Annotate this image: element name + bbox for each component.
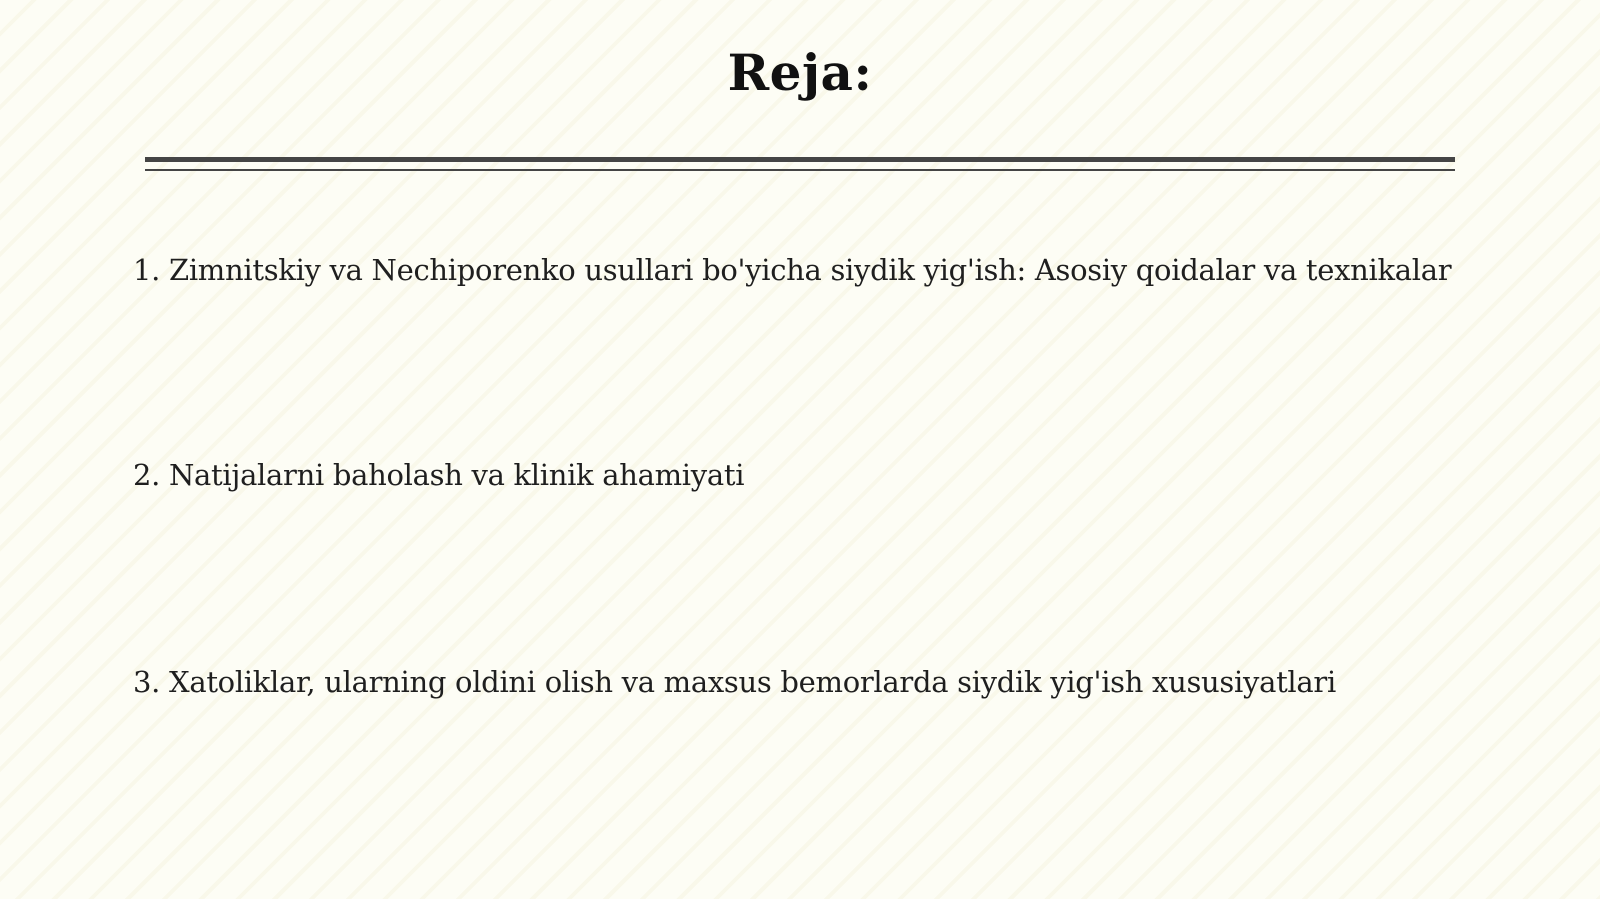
- plan-item-2: 2. Natijalarni baholash va klinik ahamiyati: [133, 458, 745, 492]
- plan-item-1: 1. Zimnitskiy va Nechiporenko usullari bo'yicha siydik yig'ish: Asosiy qoidalar va texnikalar: [133, 253, 1452, 287]
- plan-item-3: 3. Xatoliklar, ularning oldini olish va maxsus bemorlarda siydik yig'ish xususiyatlari: [133, 665, 1336, 699]
- title-divider-thin: [145, 169, 1455, 171]
- title-divider-thick: [145, 157, 1455, 162]
- slide-title: Reja:: [727, 43, 873, 102]
